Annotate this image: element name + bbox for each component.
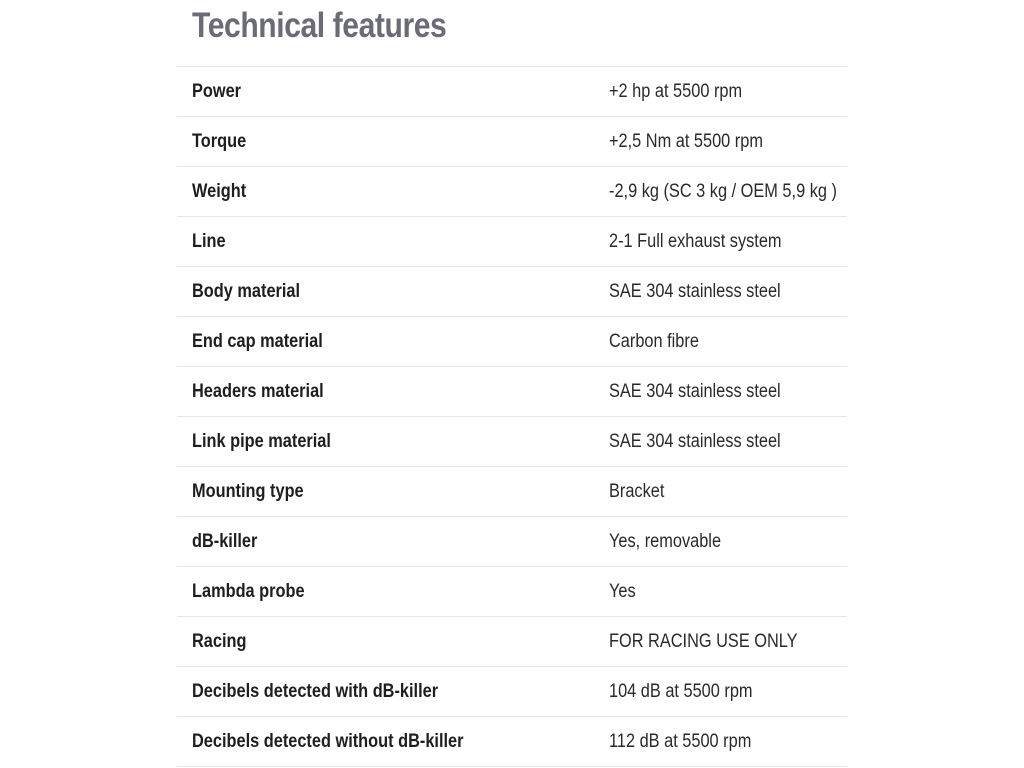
feature-value: SAE 304 stainless steel bbox=[609, 281, 781, 302]
table-row bbox=[177, 317, 847, 367]
feature-label: Mounting type bbox=[192, 481, 304, 502]
table-row bbox=[177, 267, 847, 317]
feature-value: +2,5 Nm at 5500 rpm bbox=[609, 131, 763, 152]
feature-value: FOR RACING USE ONLY bbox=[609, 631, 798, 652]
feature-label: Link pipe material bbox=[192, 431, 331, 452]
feature-value: SAE 304 stainless steel bbox=[609, 431, 781, 452]
table-row bbox=[177, 167, 847, 217]
table-row bbox=[177, 717, 847, 767]
table-row bbox=[177, 67, 847, 117]
feature-label: Torque bbox=[192, 131, 247, 152]
table-row bbox=[177, 217, 847, 267]
table-row bbox=[177, 667, 847, 717]
feature-value: Yes, removable bbox=[609, 531, 722, 552]
table-row bbox=[177, 367, 847, 417]
table-row bbox=[177, 417, 847, 467]
table-row bbox=[177, 517, 847, 567]
section-title: Technical features bbox=[192, 6, 447, 45]
feature-label: Decibels detected without dB-killer bbox=[192, 731, 464, 752]
feature-label: Weight bbox=[192, 181, 247, 202]
feature-label: Lambda probe bbox=[192, 581, 305, 602]
table-row bbox=[177, 567, 847, 617]
feature-label: Racing bbox=[192, 631, 247, 652]
feature-label: Headers material bbox=[192, 381, 324, 402]
table-row bbox=[177, 467, 847, 517]
feature-value: Carbon fibre bbox=[609, 331, 699, 352]
feature-value: Yes bbox=[609, 581, 636, 602]
feature-label: End cap material bbox=[192, 331, 323, 352]
feature-value: -2,9 kg (SC 3 kg / OEM 5,9 kg ) bbox=[609, 181, 837, 202]
feature-value: +2 hp at 5500 rpm bbox=[609, 81, 743, 102]
feature-value: Bracket bbox=[609, 481, 665, 502]
table-row bbox=[177, 117, 847, 167]
feature-label: Power bbox=[192, 81, 242, 102]
feature-value: 104 dB at 5500 rpm bbox=[609, 681, 753, 702]
feature-label: Body material bbox=[192, 281, 301, 302]
feature-value: 112 dB at 5500 rpm bbox=[609, 731, 752, 752]
feature-label: dB-killer bbox=[192, 531, 258, 552]
feature-value: 2-1 Full exhaust system bbox=[609, 231, 782, 252]
table-row bbox=[177, 617, 847, 667]
feature-label: Decibels detected with dB-killer bbox=[192, 681, 439, 702]
features-table bbox=[177, 66, 847, 767]
feature-label: Line bbox=[192, 231, 226, 252]
feature-value: SAE 304 stainless steel bbox=[609, 381, 781, 402]
